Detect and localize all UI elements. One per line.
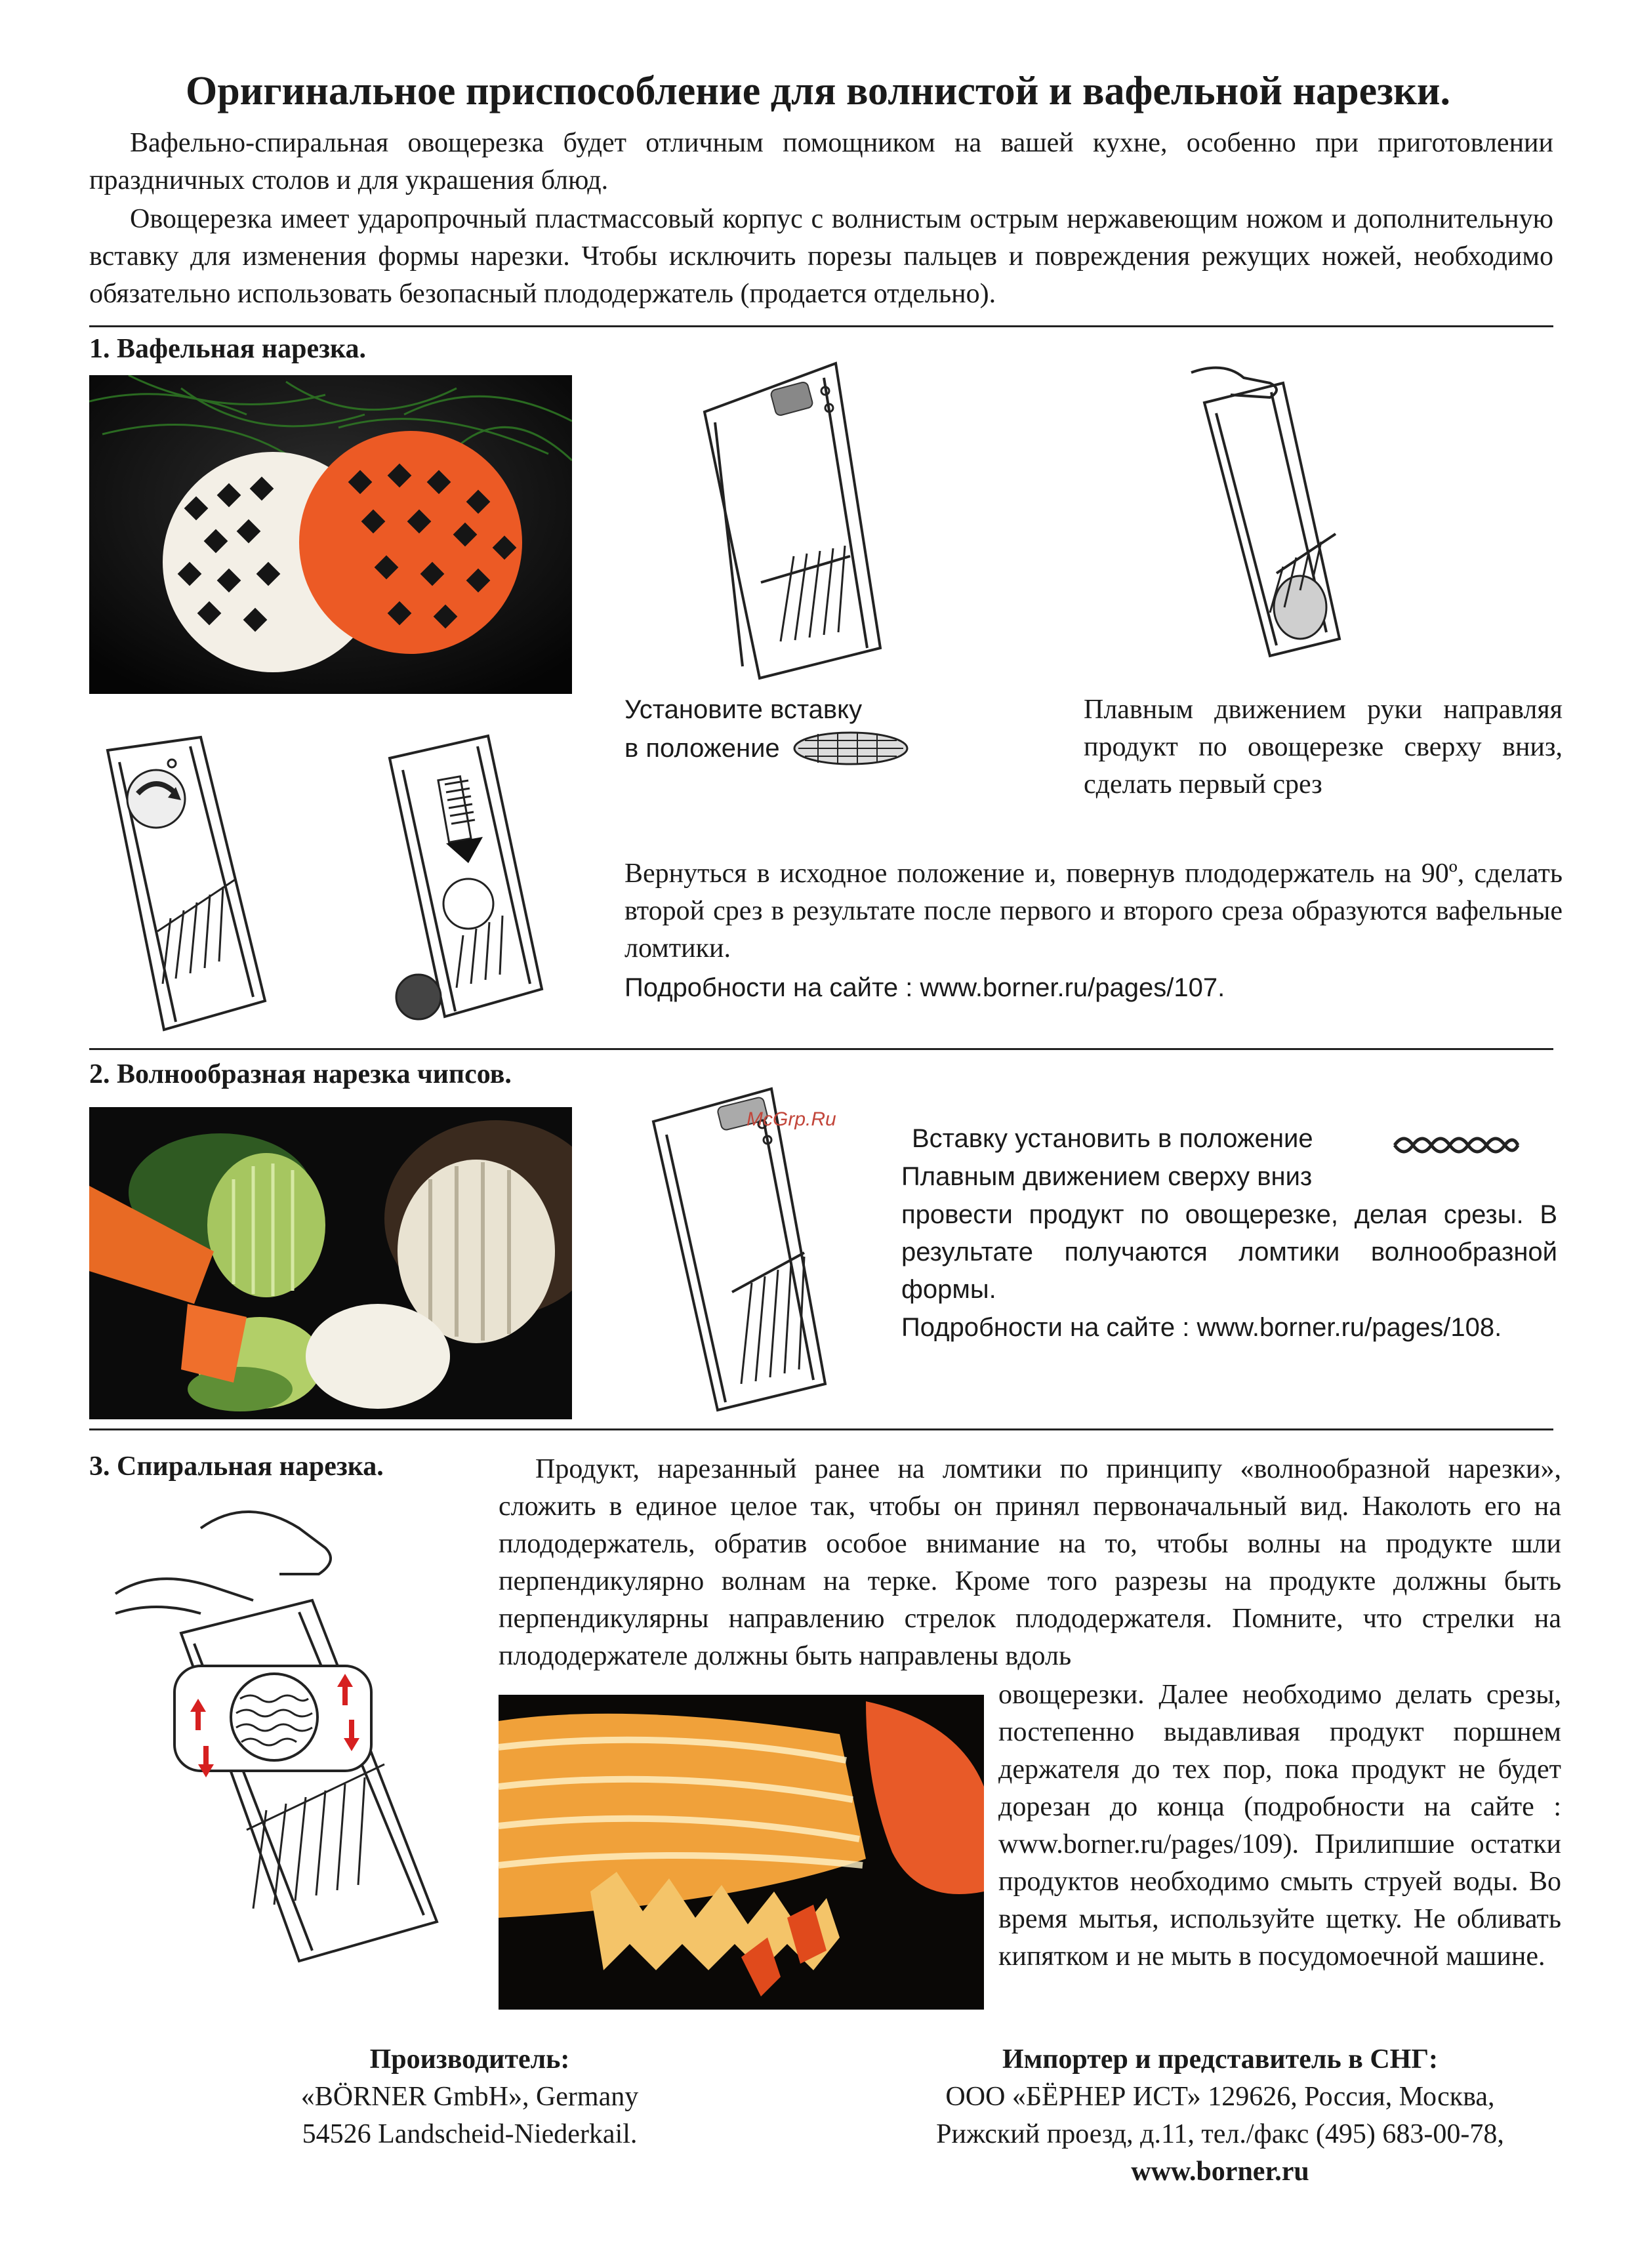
section-3-heading: 3. Спиральная нарезка. <box>89 1451 384 1482</box>
waffle-slices-photo <box>89 375 572 694</box>
website-link[interactable]: www.borner.ru <box>1131 2157 1309 2187</box>
divider <box>89 1428 1553 1430</box>
slicer-diagram-insert <box>695 359 892 681</box>
intro-paragraph-2: Овощерезка имеет ударопрочный пластмассовый корпус с волнистым острым нержавеющим ножом и дополнительную вставку для изменения формы нарезки. Чтобы исключить порезы пальцев и повреждения режущих ножей, необходимо обязательно использовать безопасный плододержатель (продается отдельно). <box>89 204 1553 309</box>
divider <box>89 325 1553 327</box>
intro-text <box>89 125 1553 313</box>
importer-title: Импортер и представитель в СНГ: <box>1002 2044 1439 2075</box>
importer-line-2: Рижский проезд, д.11, тел./факс (495) 683-00-78, <box>936 2119 1504 2149</box>
caption-insert-line-1: Установите вставку <box>624 695 863 724</box>
intro-paragraph-1: Вафельно-спиральная овощерезка будет отличным помощником на вашей кухне, особенно при приготовлении праздничных столов и для украшения блюд. <box>89 128 1553 195</box>
caption-motion: Плавным движением руки направляя продукт по овощерезке сверху вниз, сделать первый срез <box>1084 695 1563 800</box>
waffle-insert-icon <box>792 729 910 768</box>
manufacturer-name: «BÖRNER GmbH», Germany <box>300 2082 639 2112</box>
slicer-diagram-hand <box>1185 363 1381 678</box>
caption-insert <box>624 691 966 768</box>
slicer-diagram-down <box>384 732 555 1040</box>
section-2-line-1: Вставку установить в положение <box>912 1124 1313 1153</box>
page-title: Оригинальное приспособление для волнистой и вафельной нарезки. <box>185 69 1451 113</box>
section-2-link: Подробности на сайте : www.borner.ru/pages/108. <box>901 1313 1502 1342</box>
spiral-holder-diagram <box>102 1502 457 2014</box>
importer-line-1: ООО «БЁРНЕР ИСТ» 129626, Россия, Москва, <box>945 2082 1495 2112</box>
divider <box>89 1048 1553 1050</box>
slicer-diagram-rotate <box>98 735 289 1036</box>
importer-block <box>853 2041 1587 2191</box>
watermark: McGrp.Ru <box>746 1108 836 1130</box>
section-1-link: Подробности на сайте : www.borner.ru/pages/107. <box>624 973 1225 1002</box>
wavy-chips-photo <box>89 1107 572 1419</box>
section-3-body-side: овощерезки. Далее необходимо делать срезы, постепенно выдавливая продукт поршнем держателя до тех пор, пока продукт не будет дорезан до конца (подробности на сайте : www.borner.ru/pages/109). Прилипшие остатки продуктов необходимо смыть струей воды. Во время мытья, используйте щетку. Не обливать кипятком и не мыть в посудомоечной машине. <box>998 1680 1561 1972</box>
section-1-instruction: Вернуться в исходное положение и, повернув плододержатель на 90º, сделать второй срез в результате после первого и второго среза образуются вафельные ломтики. <box>624 859 1563 963</box>
section-1-heading: 1. Вафельная нарезка. <box>89 334 367 364</box>
caption-insert-line-2: в положение <box>624 733 780 763</box>
manufacturer-address: 54526 Landscheid-Niederkail. <box>302 2119 638 2149</box>
wave-insert-icon <box>1391 1129 1522 1161</box>
section-2-body: провести продукт по овощерезке, делая срезы. В результате получаются ломтики волнообразной формы. <box>901 1200 1557 1304</box>
section-2-line-2: Плавным движением сверху вниз <box>901 1162 1313 1191</box>
manufacturer-title: Производитель: <box>369 2044 570 2075</box>
section-2-heading: 2. Волнообразная нарезка чипсов. <box>89 1059 512 1089</box>
section-3-body-top: Продукт, нарезанный ранее на ломтики по принципу «волнообразной нарезки», сложить в единое целое так, чтобы он принял первоначальный вид. Наколоть его на плододержатель, обратив особое внимание на то, чтобы волны на продукте шли перпендикулярно волнам на терке. Кроме того разрезы на продукте должны быть перпендикулярны направлению стрелок плододержателя. Помните, что стрелки на плододержателе должны быть направлены вдоль <box>499 1454 1561 1671</box>
manufacturer-block <box>188 2041 752 2153</box>
spiral-chips-photo <box>499 1695 984 2010</box>
